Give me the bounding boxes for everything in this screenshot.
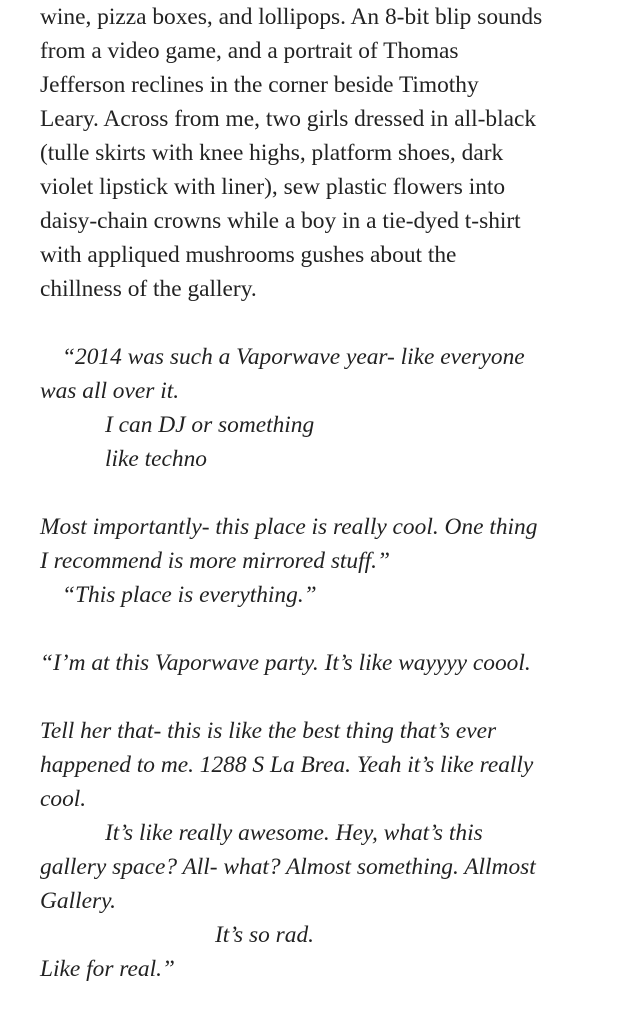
quote-line: “I’m at this Vaporwave party. It’s like wayyyy coool. — [40, 650, 531, 676]
quote-line: Most importantly- this place is really cool. One thing — [40, 514, 538, 540]
paragraph-line: chillness of the gallery. — [40, 276, 257, 302]
quote-line: happened to me. 1288 S La Brea. Yeah it’s like really — [40, 752, 534, 778]
quote-line: Gallery. — [40, 888, 117, 914]
quote-line: It’s so rad. — [215, 922, 314, 948]
paragraph-line: wine, pizza boxes, and lollipops. An 8-bit blip sounds — [40, 4, 543, 30]
quote-line: gallery space? All- what? Almost something. Allmost — [40, 854, 536, 880]
paragraph-line: with appliqued mushrooms gushes about the — [40, 242, 457, 268]
quote-line: cool. — [40, 786, 87, 812]
paragraph-line: from a video game, and a portrait of Thomas — [40, 38, 459, 64]
paragraph-line: daisy-chain crowns while a boy in a tie-dyed t-shirt — [40, 208, 521, 234]
quote-line: “2014 was such a Vaporwave year- like everyone — [62, 344, 525, 370]
paragraph-line: (tulle skirts with knee highs, platform shoes, dark — [40, 140, 504, 166]
quote-line: was all over it. — [40, 378, 180, 404]
quote-line: It’s like really awesome. Hey, what’s this — [105, 820, 483, 846]
quote-line: I can DJ or something — [105, 412, 315, 438]
paragraph-line: violet lipstick with liner), sew plastic flowers into — [40, 174, 506, 200]
paragraph-line: Jefferson reclines in the corner beside Timothy — [40, 72, 479, 98]
quote-line: I recommend is more mirrored stuff.” — [40, 548, 390, 574]
quote-line: Like for real.” — [40, 956, 175, 982]
quote-line: like techno — [105, 446, 207, 472]
paragraph-line: Leary. Across from me, two girls dressed in all-black — [40, 106, 537, 132]
quote-line: “This place is everything.” — [62, 582, 317, 608]
quote-line: Tell her that- this is like the best thing that’s ever — [40, 718, 497, 744]
